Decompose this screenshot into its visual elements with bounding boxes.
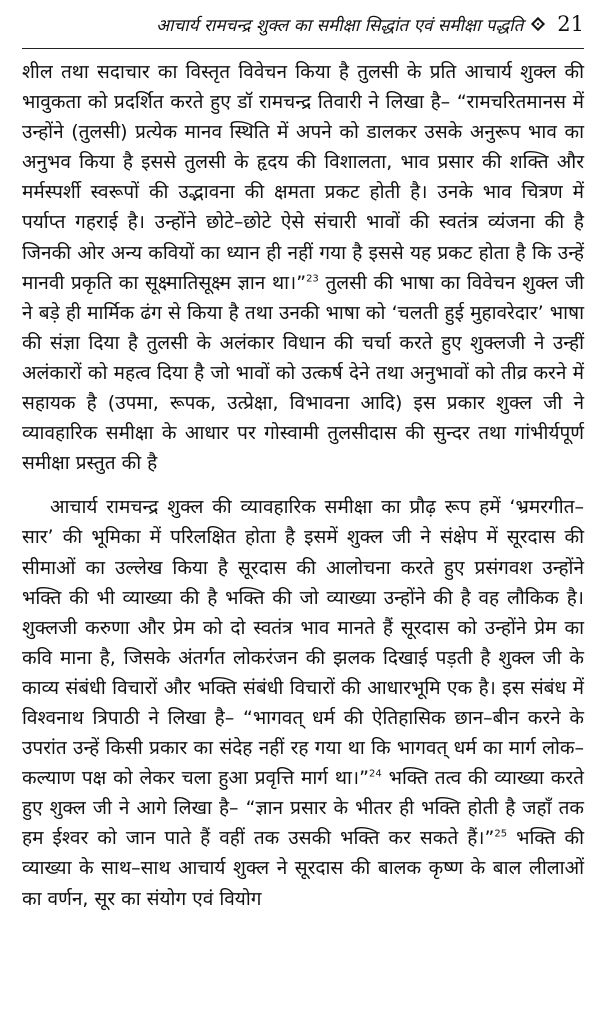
footnote-marker: 23 xyxy=(306,273,319,285)
text-run: भक्ति की व्याख्या के साथ–साथ आचार्य शुक्ल ने सूरदास की बालक कृष्ण के बाल लीलाओं का वर्णन, सूर का संयोग एवं वियोग xyxy=(22,827,584,910)
paragraph xyxy=(22,492,584,913)
text-run: तुलसी की भाषा का विवेचन शुक्ल जी ने बड़े ही मार्मिक ढंग से किया है तथा उनकी भाषा को ‘चलती हुई मुहावरेदार’ भाषा की संज्ञा दिया है तुलसी के अलंकार विधान की चर्चा करते हुए शुक्लजी ने उन्हीं अलंकारों को महत्व दिया है जो भावों को उत्कर्ष देने तथा अनुभावों को तीव्र करने में सहायक है (उपमा, रूपक, उत्प्रेक्षा, विभावना आदि) इस प्रकार शुक्ल जी ने व्यावहारिक समीक्षा के आधार पर गोस्वामी तुलसीदास की सुन्दर तथा गांभीर्यपूर्ण समीक्षा प्रस्तुत की है xyxy=(22,271,584,475)
running-title: आचार्य रामचन्द्र शुक्ल का समीक्षा सिद्धांत एवं समीक्षा पद्धति xyxy=(156,15,524,36)
footnote-marker: 25 xyxy=(494,829,508,841)
text-run: भक्ति तत्व की व्याख्या करते हुए शुक्ल जी ने आगे लिखा है– “ज्ञान प्रसार के भीतर ही भक्ति होती है जहाँ तक हम ईश्वर को जान पाते हैं वहीं तक उसकी भक्ति कर सकते हैं।” xyxy=(22,767,584,850)
text-run: आचार्य रामचन्द्र शुक्ल की व्यावहारिक समीक्षा का प्रौढ़ रूप हमें ‘भ्रमरगीत–सार’ की भूमिका में परिलक्षित होता है इसमें शुक्ल जी ने संक्षेप में सूरदास की सीमाओं का उल्लेख किया है सूरदास की आलोचना करते हुए प्रसंगवश उन्होंने भक्ति की भी व्याख्या की है भक्ति की जो व्याख्या उन्होंने की है वह लौकिक है। शुक्लजी करुणा और प्रेम को दो स्वतंत्र भाव मानते हैं सूरदास को उन्होंने प्रेम का कवि माना है, जिसके अंतर्गत लोकरंजन की झलक दिखाई पड़ती है शुक्ल जी के काव्य संबंधी विचारों और भक्ति संबंधी विचारों की आधारभूमि एक है। इस संबंध में विश्वनाथ त्रिपाठी ने लिखा है– “भागवत् धर्म की ऐतिहासिक छान–बीन करने के उपरांत उन्हें किसी प्रकार का संदेह नहीं रह गया था कि भागवत् धर्म का मार्ग लोक–कल्याण पक्ष को लेकर चला हुआ प्रवृत्ति मार्ग था।” xyxy=(22,496,584,790)
body-text xyxy=(22,57,584,914)
text-run: शील तथा सदाचार का विस्तृत विवेचन किया है तुलसी के प्रति आचार्य शुक्ल की भावुकता को प्रदर्शित करते हुए डॉ रामचन्द्र तिवारी ने लिखा है– “रामचरितमानस में उन्होंने (तुलसी) प्रत्येक मानव स्थिति में अपने को डालकर उसके अनुरूप भाव का अनुभव किया है इससे तुलसी के हृदय की विशालता, भाव प्रसार की शक्ति और मर्मस्पर्शी स्वरूपों की उद्भावना की क्षमता प्रकट होती है। उनके भाव चित्रण में पर्याप्त गहराई है। उन्होंने छोटे–छोटे ऐसे संचारी भावों की स्वतंत्र व्यंजना की है जिनकी ओर अन्य कवियों का ध्यान ही नहीं गया है इससे यह प्रकट होता है कि उन्हें मानवी प्रकृति का सूक्ष्मातिसूक्ष्म ज्ञान था।” xyxy=(22,61,584,294)
diamond-icon xyxy=(531,17,545,31)
page-number: 21 xyxy=(557,12,584,36)
paragraph xyxy=(22,57,584,478)
page-header xyxy=(22,0,584,49)
footnote-marker: 24 xyxy=(368,768,382,780)
